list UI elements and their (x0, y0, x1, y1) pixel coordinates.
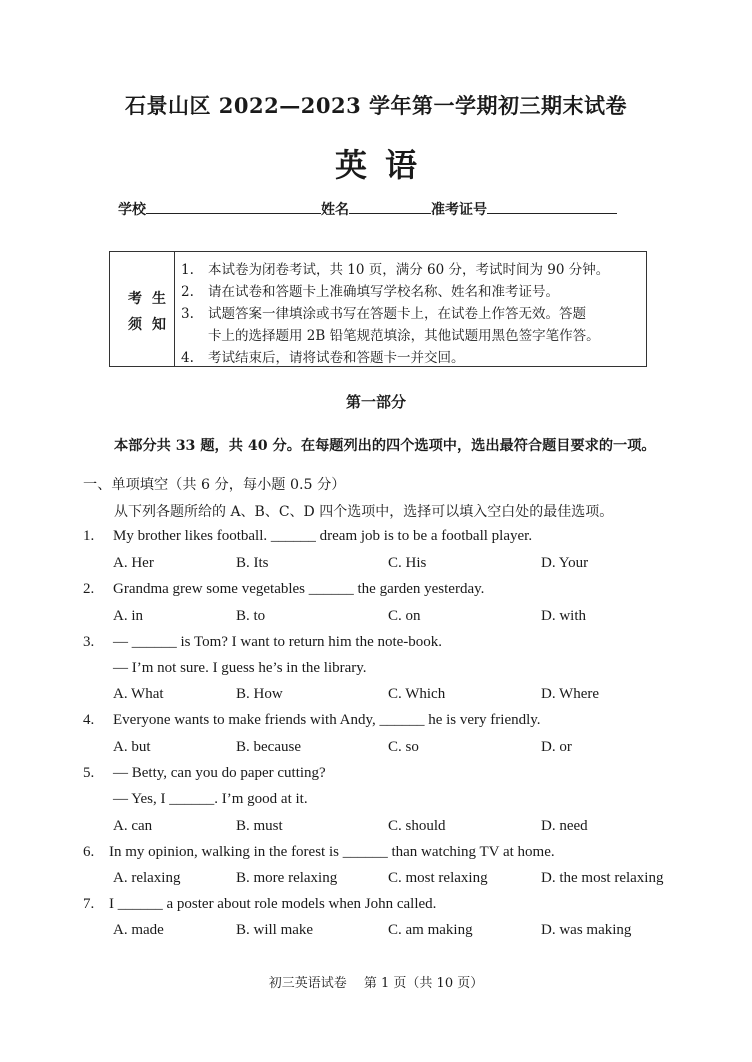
option-c[interactable]: C. His (388, 555, 427, 571)
school-label: 学校 (118, 202, 146, 218)
notice-item: 3. 试题答案一律填涂或书写在答题卡上，在试卷上作答无效。答题 (181, 306, 586, 322)
question-text: Everyone wants to make friends with Andy, ______ he is very friendly. (113, 712, 541, 728)
option-d[interactable]: D. or (541, 739, 572, 755)
option-c[interactable]: C. on (388, 608, 421, 624)
question-number: 3. (83, 634, 95, 650)
notice-item: 卡上的选择题用 2B 铅笔规范填涂，其他试题用黑色签字笔作答。 (208, 328, 600, 344)
school-field[interactable] (146, 199, 321, 214)
option-d[interactable]: D. Your (541, 555, 589, 571)
part-title: 第一部分 (345, 393, 406, 411)
question-text: — ______ is Tom? I want to return him the note-book. (113, 634, 443, 650)
part-description: 本部分共 33 题，共 40 分。在每题列出的四个选项中，选出最符合题目要求的一项。 (114, 438, 656, 454)
name-field[interactable] (349, 199, 431, 214)
question-number: 7. (83, 896, 95, 912)
option-d[interactable]: D. Where (541, 686, 600, 702)
option-b[interactable]: B. must (236, 818, 283, 834)
option-d[interactable]: D. the most relaxing (541, 870, 664, 886)
name-label: 姓名 (321, 202, 349, 218)
question-number: 2. (83, 581, 95, 597)
option-a[interactable]: A. can (113, 818, 153, 834)
question-text: — I’m not sure. I guess he’s in the library. (113, 660, 367, 676)
option-a[interactable]: A. What (113, 686, 164, 702)
notice-box (109, 251, 647, 367)
option-d[interactable]: D. need (541, 818, 588, 834)
option-b[interactable]: B. will make (236, 922, 314, 938)
option-a[interactable]: A. in (113, 608, 143, 624)
question-text: — Yes, I ______. I’m good at it. (113, 791, 308, 807)
option-b[interactable]: B. Its (236, 555, 269, 571)
option-c[interactable]: C. should (388, 818, 446, 834)
candidate-info-fields (118, 199, 617, 219)
question-text: I ______ a poster about role models when John called. (109, 896, 437, 912)
option-a[interactable]: A. Her (113, 555, 154, 571)
page-footer: 初三英语试卷 第 1 页（共 10 页） (268, 976, 484, 991)
option-b[interactable]: B. How (236, 686, 283, 702)
question-text: — Betty, can you do paper cutting? (113, 765, 326, 781)
notice-item: 2. 请在试卷和答题卡上准确填写学校名称、姓名和准考证号。 (181, 284, 559, 300)
option-b[interactable]: B. because (236, 739, 301, 755)
question-text: My brother likes football. ______ dream job is to be a football player. (113, 528, 533, 544)
option-b[interactable]: B. to (236, 608, 266, 624)
option-c[interactable]: C. am making (388, 922, 473, 938)
exam-title: 石景山区 2022—2023 学年第一学期初三期末试卷 (124, 93, 627, 118)
option-a[interactable]: A. but (113, 739, 151, 755)
question-text: In my opinion, walking in the forest is ______ than watching TV at home. (109, 844, 555, 860)
option-c[interactable]: C. most relaxing (388, 870, 488, 886)
option-d[interactable]: D. with (541, 608, 586, 624)
notice-item: 1. 本试卷为闭卷考试，共 10 页，满分 60 分，考试时间为 90 分钟。 (181, 262, 610, 278)
option-d[interactable]: D. was making (541, 922, 632, 938)
exam-id-field[interactable] (487, 199, 617, 214)
question-number: 1. (83, 528, 95, 544)
notice-item: 4. 考试结束后，请将试卷和答题卡一并交回。 (181, 350, 465, 366)
question-number: 5. (83, 765, 95, 781)
option-c[interactable]: C. Which (388, 686, 446, 702)
question-number: 4. (83, 712, 95, 728)
option-a[interactable]: A. relaxing (113, 870, 181, 886)
subject-title: 英语 (334, 146, 435, 184)
option-b[interactable]: B. more relaxing (236, 870, 338, 886)
question-number: 6. (83, 844, 95, 860)
section-heading: 一、单项填空（共 6 分，每小题 0.5 分） (83, 477, 346, 493)
option-a[interactable]: A. made (113, 922, 164, 938)
id-label: 准考证号 (431, 202, 487, 218)
notice-label: 考生 须知 (110, 252, 175, 366)
section-instruction: 从下列各题所给的 A、B、C、D 四个选项中，选择可以填入空白处的最佳选项。 (114, 504, 614, 520)
question-text: Grandma grew some vegetables ______ the garden yesterday. (113, 581, 485, 597)
option-c[interactable]: C. so (388, 739, 419, 755)
